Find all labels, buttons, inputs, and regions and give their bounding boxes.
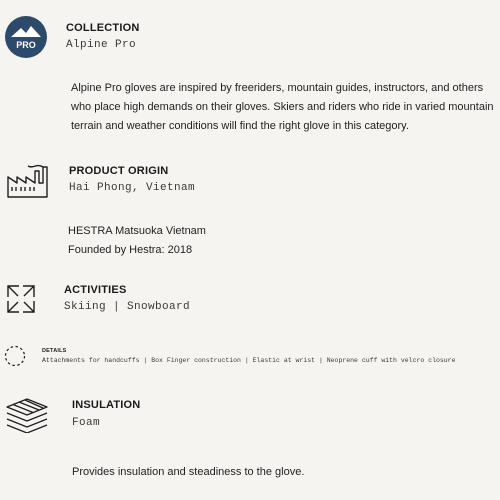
expand-arrows-icon bbox=[5, 283, 37, 315]
collection-description: Alpine Pro gloves are inspired by freeriders, mountain guides, instructors, and others who place high demands on their gloves. Skiers and riders who ride in varied mountain terrain and weather conditions will find the right glove in this category. bbox=[71, 82, 494, 132]
insulation-description: Provides insulation and steadiness to the glove. bbox=[72, 466, 305, 478]
insulation-label: INSULATION bbox=[72, 399, 141, 411]
product-origin-label: PRODUCT ORIGIN bbox=[69, 165, 169, 177]
product-origin-value: Hai Phong, Vietnam bbox=[69, 182, 196, 194]
collection-value: Alpine Pro bbox=[66, 39, 137, 51]
factory-icon bbox=[6, 163, 50, 199]
dashed-circle-icon bbox=[4, 345, 26, 367]
activities-label: ACTIVITIES bbox=[64, 284, 127, 296]
details-label: DETAILS bbox=[42, 348, 67, 354]
collection-label: COLLECTION bbox=[66, 22, 140, 34]
factory-name: HESTRA Matsuoka Vietnam bbox=[68, 225, 206, 237]
insulation-value: Foam bbox=[72, 417, 101, 429]
details-value: Attachments for handcuffs | Box Finger construction | Elastic at wrist | Neoprene cuff with velcro closure bbox=[42, 357, 456, 364]
factory-founded: Founded by Hestra: 2018 bbox=[68, 244, 193, 256]
pro-badge-icon bbox=[4, 15, 48, 59]
layers-icon bbox=[5, 397, 49, 433]
activities-value: Skiing | Snowboard bbox=[64, 301, 191, 313]
pro-badge-text: PRO bbox=[16, 40, 36, 50]
